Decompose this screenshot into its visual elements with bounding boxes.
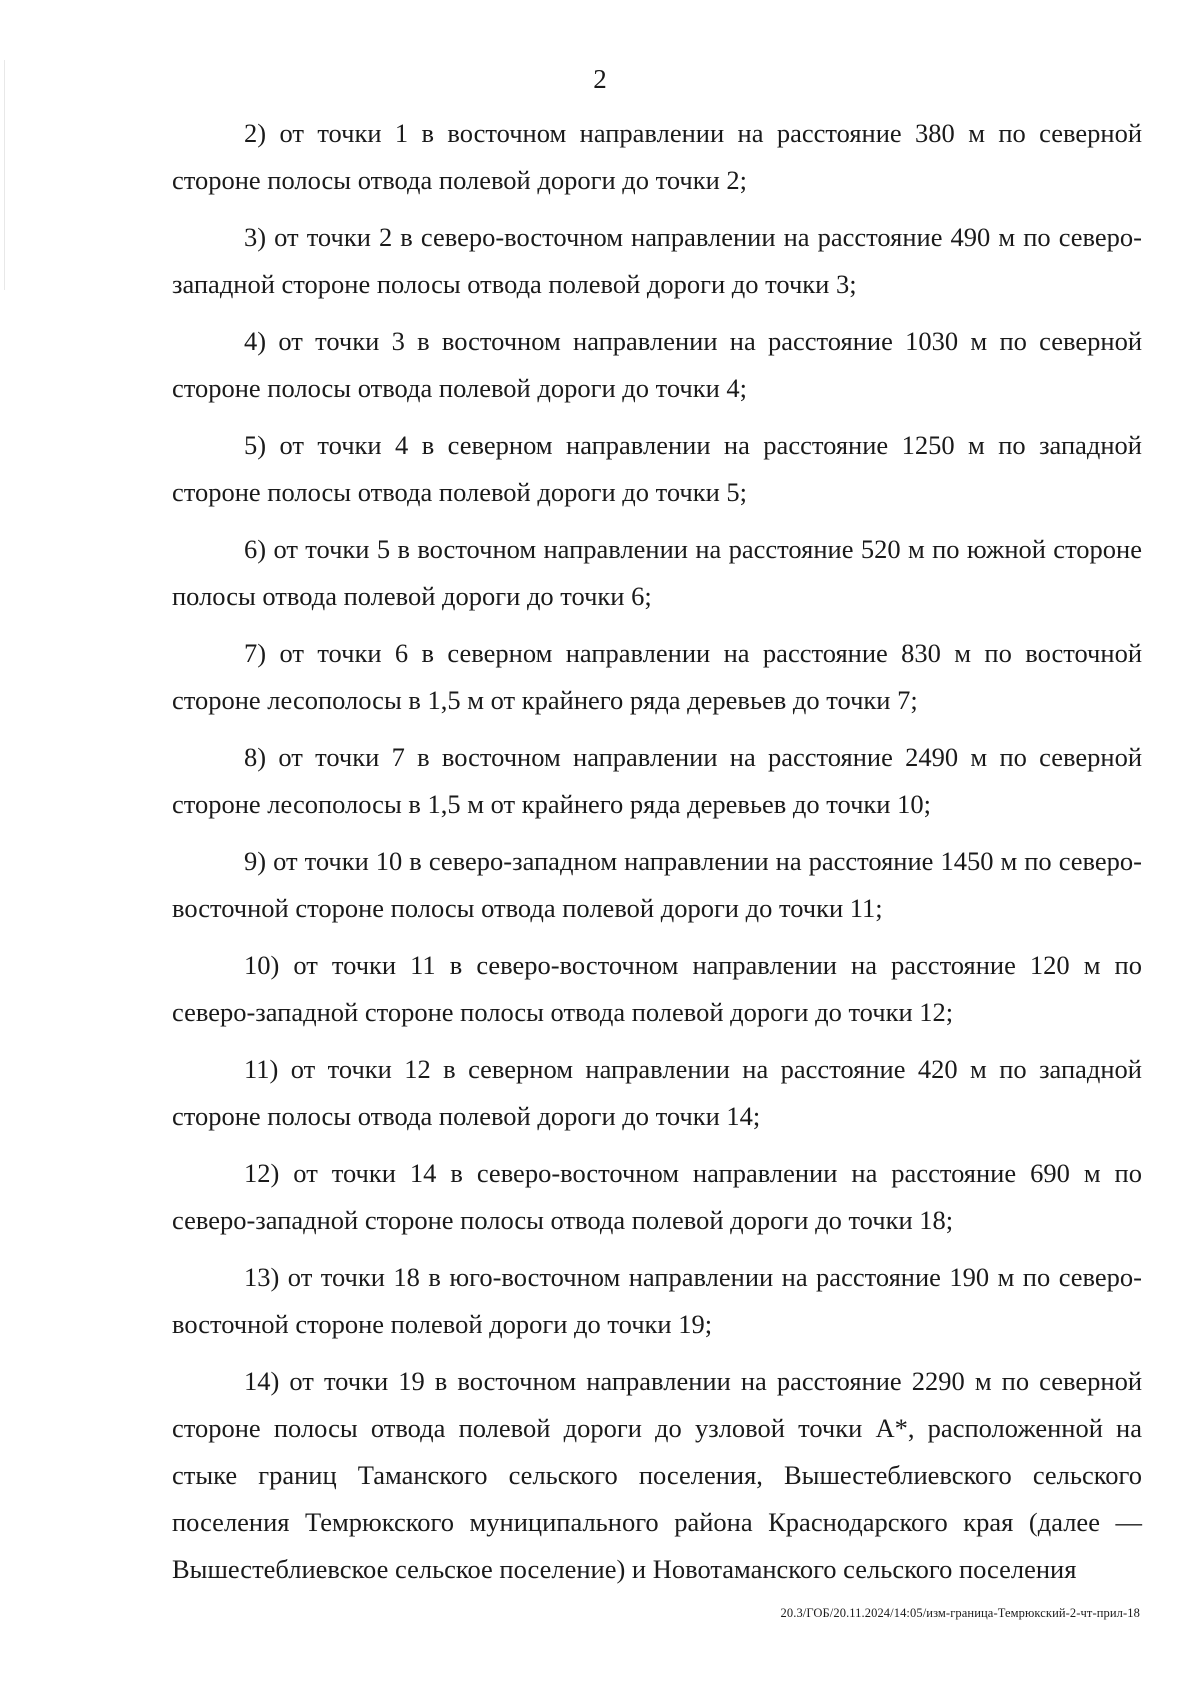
paragraph: 2) от точки 1 в восточном направлении на расстояние 380 м по северной стороне полосы отвода полевой дороги до точки 2; xyxy=(172,118,1142,195)
scan-edge-mark xyxy=(4,60,5,290)
paragraph: 14) от точки 19 в восточном направлении на расстояние 2290 м по северной стороне полосы отвода полевой дороги до узловой точки А*, расположенной на стыке границ Таманского сельского поселения, Вышестеблиевского сельского поселения Темрюкского муниципального района Краснодарского края (далее — Вышестеблиевское сельское поселение) и Новотаманского сельского поселения xyxy=(172,1366,1142,1584)
paragraph: 9) от точки 10 в северо-западном направлении на расстояние 1450 м по северо-восточной стороне полосы отвода полевой дороги до точки 11; xyxy=(172,846,1142,923)
paragraph: 7) от точки 6 в северном направлении на расстояние 830 м по восточной стороне лесополосы в 1,5 м от крайнего ряда деревьев до точки 7; xyxy=(172,638,1142,715)
paragraph: 4) от точки 3 в восточном направлении на расстояние 1030 м по северной стороне полосы отвода полевой дороги до точки 4; xyxy=(172,326,1142,403)
paragraph: 6) от точки 5 в восточном направлении на расстояние 520 м по южной стороне полосы отвода полевой дороги до точки 6; xyxy=(172,534,1142,611)
page-number: 2 xyxy=(593,64,607,94)
paragraph: 11) от точки 12 в северном направлении на расстояние 420 м по западной стороне полосы отвода полевой дороги до точки 14; xyxy=(172,1054,1142,1131)
paragraph: 3) от точки 2 в северо-восточном направлении на расстояние 490 м по северо-западной стороне полосы отвода полевой дороги до точки 3; xyxy=(172,222,1142,299)
paragraph: 10) от точки 11 в северо-восточном направлении на расстояние 120 м по северо-западной стороне полосы отвода полевой дороги до точки 12; xyxy=(172,950,1142,1027)
paragraph: 8) от точки 7 в восточном направлении на расстояние 2490 м по северной стороне лесополосы в 1,5 м от крайнего ряда деревьев до точки 10; xyxy=(172,742,1142,819)
paragraph: 13) от точки 18 в юго-восточном направлении на расстояние 190 м по северо-восточной стороне полевой дороги до точки 19; xyxy=(172,1262,1142,1339)
footer-document-stamp: 20.3/ГОБ/20.11.2024/14:05/изм-граница-Темрюкский-2-чт-прил-18 xyxy=(780,1606,1140,1620)
paragraph: 12) от точки 14 в северо-восточном направлении на расстояние 690 м по северо-западной стороне полосы отвода полевой дороги до точки 18; xyxy=(172,1158,1142,1235)
document-body xyxy=(172,110,1142,1603)
paragraph: 5) от точки 4 в северном направлении на расстояние 1250 м по западной стороне полосы отвода полевой дороги до точки 5; xyxy=(172,430,1142,507)
